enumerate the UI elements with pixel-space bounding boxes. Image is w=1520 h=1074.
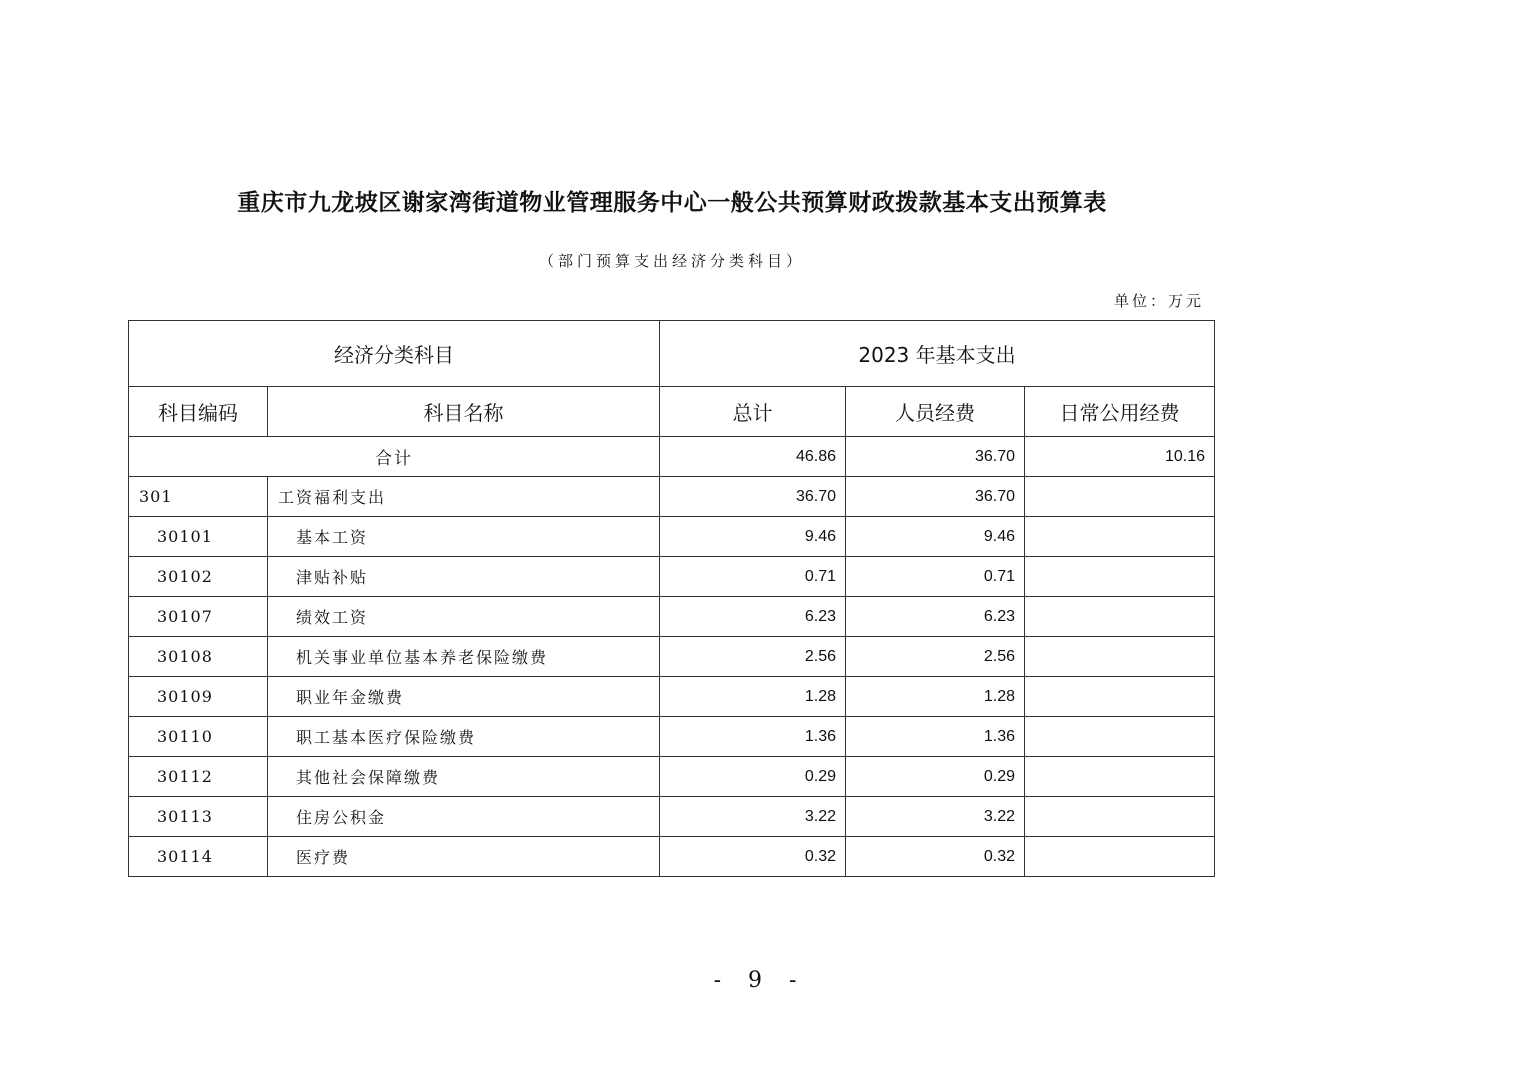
- name-cell: 绩效工资: [268, 597, 660, 637]
- code-cell: 30110: [129, 717, 268, 757]
- total-cell: 9.46: [660, 517, 846, 557]
- personnel-cell: 6.23: [846, 597, 1025, 637]
- total-cell: 0.29: [660, 757, 846, 797]
- table-row: [129, 517, 1215, 557]
- public-cell: [1025, 717, 1215, 757]
- personnel-cell: 2.56: [846, 637, 1025, 677]
- column-header-personnel: 人员经费: [846, 387, 1025, 437]
- name-cell: 住房公积金: [268, 797, 660, 837]
- total-cell: 3.22: [660, 797, 846, 837]
- total-cell: 0.71: [660, 557, 846, 597]
- header-economic-category: 经济分类科目: [129, 321, 660, 387]
- column-header-total: 总计: [660, 387, 846, 437]
- page-title: 重庆市九龙坡区谢家湾街道物业管理服务中心一般公共预算财政拨款基本支出预算表: [237, 189, 1107, 216]
- personnel-cell: 36.70: [846, 437, 1025, 477]
- table-row: [129, 637, 1215, 677]
- personnel-cell: 0.29: [846, 757, 1025, 797]
- public-cell: [1025, 517, 1215, 557]
- public-cell: [1025, 557, 1215, 597]
- total-cell: 46.86: [660, 437, 846, 477]
- header-group-row: [129, 321, 1215, 387]
- total-row: [129, 437, 1215, 477]
- personnel-cell: 3.22: [846, 797, 1025, 837]
- page-subtitle: （部门预算支出经济分类科目）: [538, 252, 805, 270]
- public-cell: [1025, 637, 1215, 677]
- personnel-cell: 1.36: [846, 717, 1025, 757]
- name-cell: 基本工资: [268, 517, 660, 557]
- table-row: [129, 757, 1215, 797]
- total-cell: 1.36: [660, 717, 846, 757]
- header-basic-expenditure-2023: 2023 年基本支出: [660, 321, 1215, 387]
- personnel-cell: 1.28: [846, 677, 1025, 717]
- public-cell: [1025, 797, 1215, 837]
- total-cell: 1.28: [660, 677, 846, 717]
- column-header-name: 科目名称: [268, 387, 660, 437]
- public-cell: [1025, 597, 1215, 637]
- column-header-code: 科目编码: [129, 387, 268, 437]
- public-cell: [1025, 477, 1215, 517]
- personnel-cell: 0.32: [846, 837, 1025, 877]
- table-row: [129, 597, 1215, 637]
- personnel-cell: 9.46: [846, 517, 1025, 557]
- table-row: [129, 477, 1215, 517]
- unit-label: 单位：万元: [1113, 292, 1204, 310]
- name-cell: 其他社会保障缴费: [268, 757, 660, 797]
- total-cell: 0.32: [660, 837, 846, 877]
- code-cell: 30107: [129, 597, 268, 637]
- budget-table: [128, 320, 1215, 877]
- code-cell: 301: [129, 477, 268, 517]
- code-cell: 30102: [129, 557, 268, 597]
- personnel-cell: 36.70: [846, 477, 1025, 517]
- table-row: [129, 557, 1215, 597]
- table-row: [129, 797, 1215, 837]
- code-cell: 30109: [129, 677, 268, 717]
- name-cell: 医疗费: [268, 837, 660, 877]
- total-cell: 6.23: [660, 597, 846, 637]
- name-cell: 工资福利支出: [268, 477, 660, 517]
- page-number: - 9 -: [713, 968, 807, 993]
- name-cell: 职工基本医疗保险缴费: [268, 717, 660, 757]
- code-cell: 30113: [129, 797, 268, 837]
- table-row: [129, 717, 1215, 757]
- total-cell: 36.70: [660, 477, 846, 517]
- code-cell: 30112: [129, 757, 268, 797]
- table-row: [129, 677, 1215, 717]
- total-cell: 2.56: [660, 637, 846, 677]
- personnel-cell: 0.71: [846, 557, 1025, 597]
- header-columns-row: [129, 387, 1215, 437]
- code-cell: 30108: [129, 637, 268, 677]
- column-header-public: 日常公用经费: [1025, 387, 1215, 437]
- name-cell: 职业年金缴费: [268, 677, 660, 717]
- code-cell: 30114: [129, 837, 268, 877]
- public-cell: [1025, 757, 1215, 797]
- public-cell: [1025, 677, 1215, 717]
- public-cell: [1025, 837, 1215, 877]
- code-cell: 30101: [129, 517, 268, 557]
- table-row: [129, 837, 1215, 877]
- public-cell: 10.16: [1025, 437, 1215, 477]
- name-cell: 津贴补贴: [268, 557, 660, 597]
- name-cell: 机关事业单位基本养老保险缴费: [268, 637, 660, 677]
- total-label: 合计: [129, 437, 660, 477]
